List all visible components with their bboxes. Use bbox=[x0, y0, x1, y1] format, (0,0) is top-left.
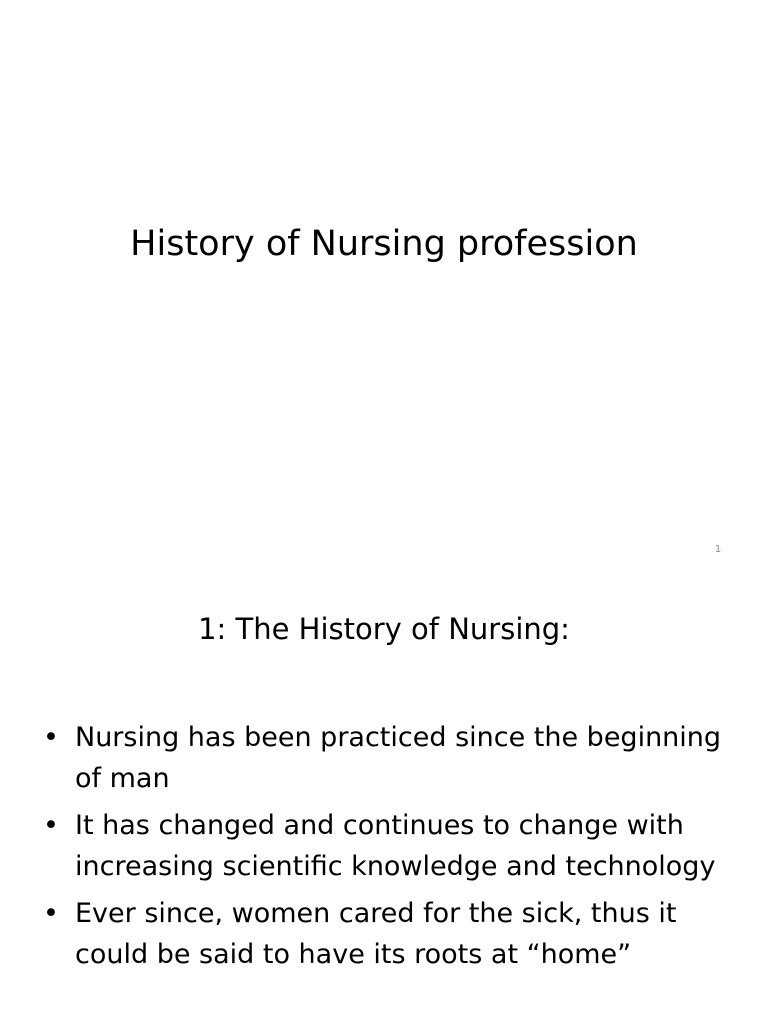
slide-2 bbox=[0, 576, 768, 1024]
slide-number: 1 bbox=[714, 544, 722, 555]
bullet-icon: • bbox=[43, 810, 59, 841]
slide-1-title: History of Nursing profession bbox=[130, 224, 638, 264]
slide-2-title: 1: The History of Nursing: bbox=[198, 612, 570, 646]
bullet-icon: • bbox=[43, 898, 59, 929]
bullet-item bbox=[43, 805, 733, 887]
bullet-text: Ever since, women cared for the sick, thus it could be said to have its roots at “home” bbox=[75, 898, 677, 970]
bullet-text: It has changed and continues to change with increasing scientific knowledge and technology bbox=[75, 810, 716, 882]
bullet-item bbox=[43, 717, 733, 799]
bullet-list bbox=[43, 717, 733, 981]
bullet-item bbox=[43, 893, 733, 975]
bullet-icon: • bbox=[43, 722, 59, 753]
bullet-text: Nursing has been practiced since the beginning of man bbox=[75, 722, 722, 794]
